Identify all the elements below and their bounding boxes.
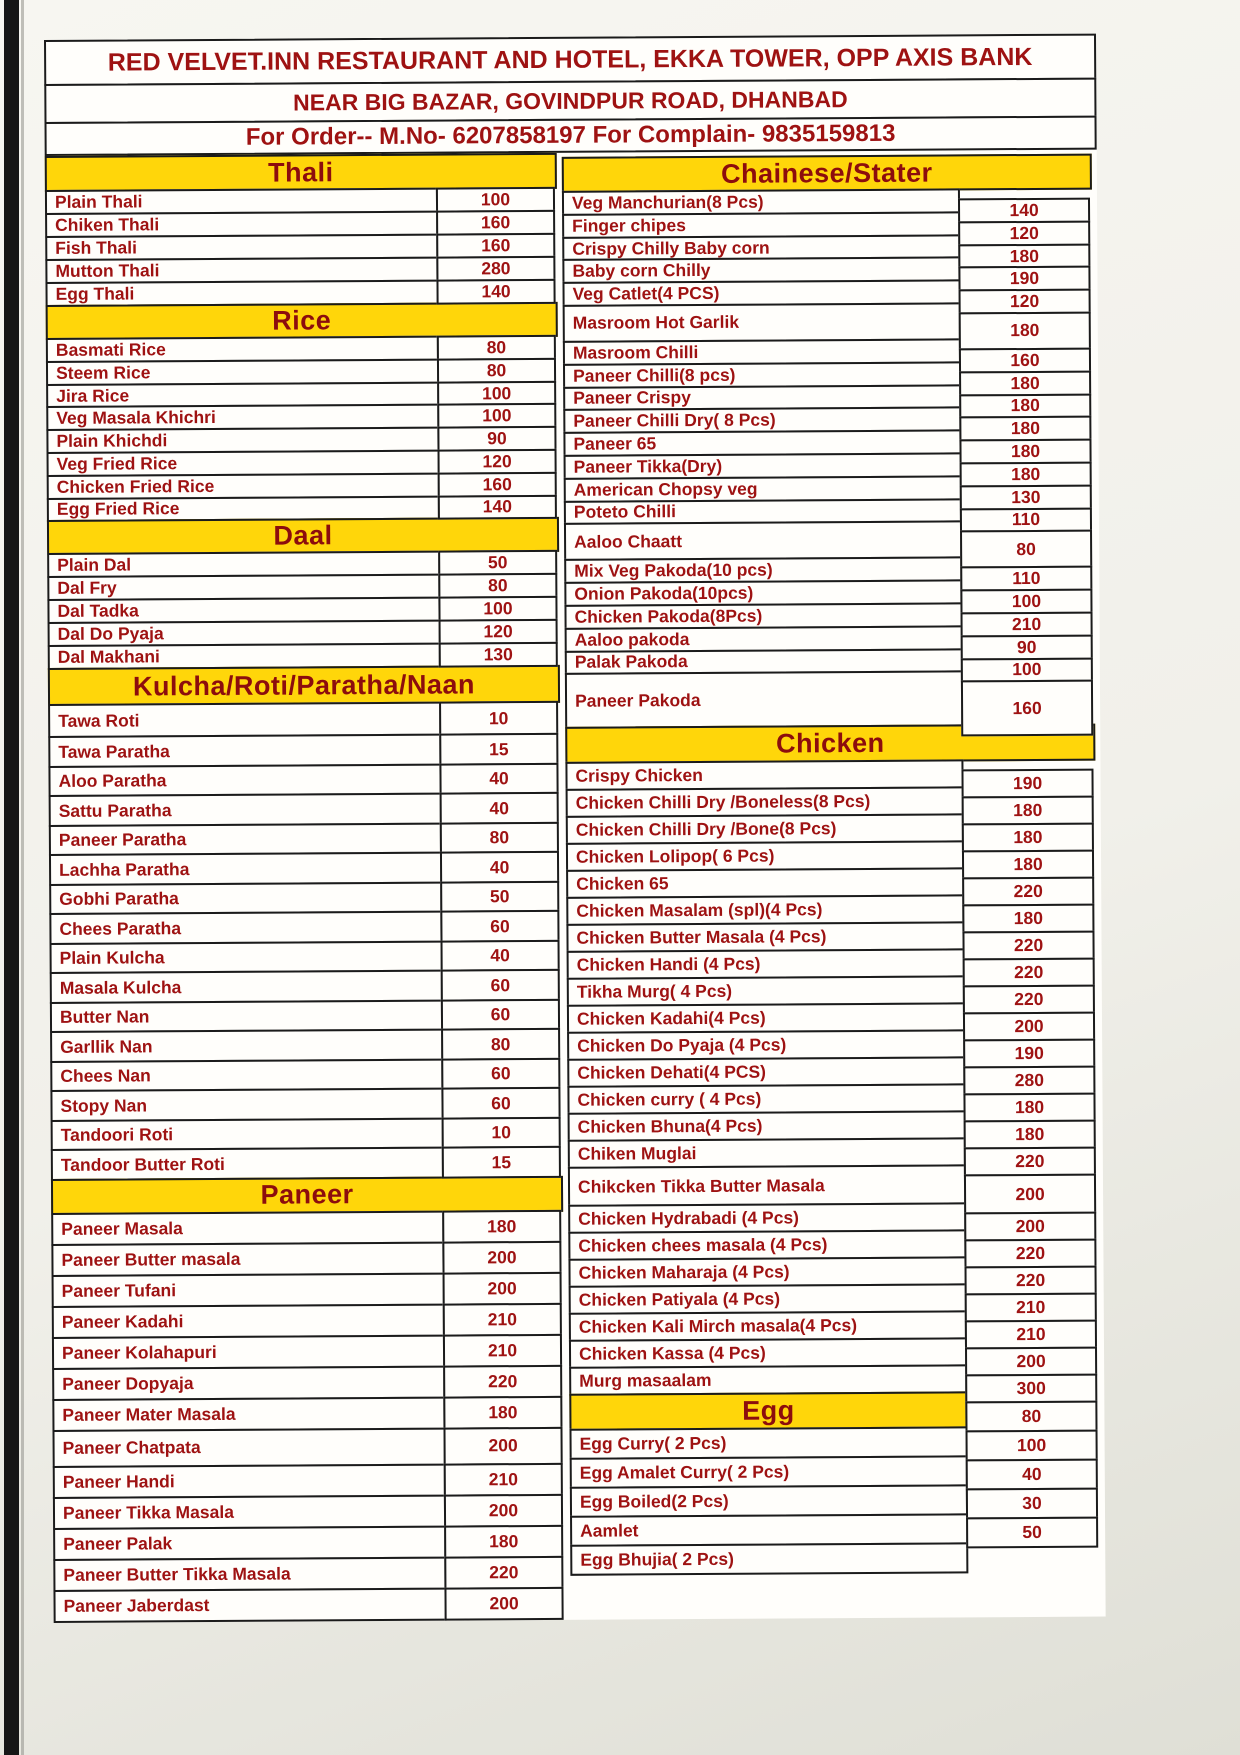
menu-item-name: Chicken Kali Mirch masala(4 Pcs): [569, 1311, 967, 1342]
menu-item-name: Chicken 65: [566, 868, 964, 899]
menu-item-price: 90: [437, 426, 556, 452]
menu-item-price: 220: [962, 877, 1094, 907]
menu-item-price: 10: [442, 1117, 561, 1149]
menu-item-name: Chicken Masalam (spl)(4 Pcs): [566, 895, 964, 926]
menu-item-price: 220: [964, 1239, 1096, 1269]
menu-item-price: 160: [436, 210, 555, 236]
menu-item-name: Paneer Paratha: [49, 822, 442, 856]
menu-table: [45, 152, 1106, 1623]
menu-item-price: 200: [444, 1587, 563, 1621]
menu-item-price: 100: [436, 187, 555, 213]
menu-item-price: 60: [441, 999, 560, 1031]
menu-item-name: Tawa Paratha: [48, 734, 441, 768]
menu-item-price: 100: [437, 380, 556, 406]
menu-item-name: Tawa Roti: [48, 702, 441, 738]
menu-item-price: 50: [966, 1517, 1098, 1549]
menu-item-name: Paneer Masala: [51, 1210, 444, 1245]
menu-item-name: Masroom Hot Garlik: [563, 302, 961, 342]
menu-item-name: Tikha Murg( 4 Pcs): [567, 976, 965, 1007]
menu-item-name: Aloo Paratha: [48, 763, 441, 797]
menu-item-price: 180: [963, 1093, 1095, 1123]
menu-item-price: 90: [961, 634, 1093, 660]
menu-item-name: Garllik Nan: [50, 1029, 443, 1063]
menu-item-price: 280: [963, 1066, 1095, 1096]
menu-item-price: 220: [443, 1365, 562, 1399]
menu-item-price: 80: [437, 358, 556, 384]
menu-item-name: Finger chipes: [562, 211, 960, 238]
menu-item-name: Chicken Hydrabadi (4 Pcs): [568, 1203, 966, 1234]
menu-item-name: Chiken Muglai: [568, 1138, 966, 1169]
menu-item-name: Chees Nan: [50, 1058, 443, 1092]
menu-item-name: Chicken Fried Rice: [47, 472, 440, 499]
menu-item-name: Plain Kulcha: [50, 940, 443, 974]
menu-item-name: Egg Bhujia( 2 Pcs): [570, 1543, 968, 1576]
menu-item-name: Mutton Thali: [45, 257, 438, 284]
menu-item-name: Chicken Dehati(4 PCS): [567, 1057, 965, 1088]
menu-item-price: 40: [441, 940, 560, 972]
menu-item-name: Veg Manchurian(8 Pcs): [562, 188, 960, 215]
address-line: NEAR BIG BAZAR, GOVINDPUR ROAD, DHANBAD: [44, 78, 1096, 124]
menu-item-name: Aaloo pakoda: [565, 625, 963, 652]
menu-item-price: 80: [965, 1401, 1097, 1433]
menu-item-name: Veg Catlet(4 PCS): [562, 280, 960, 307]
menu-item-price: 180: [959, 312, 1091, 351]
menu-item-name: Basmati Rice: [46, 336, 439, 363]
section-header: Rice: [46, 302, 558, 340]
menu-item-name: Tandoor Butter Roti: [51, 1147, 444, 1181]
menu-item-price: 300: [965, 1374, 1097, 1404]
menu-item-price: 60: [440, 910, 559, 942]
menu-item-name: Steem Rice: [46, 358, 439, 385]
menu-item-price: 210: [965, 1320, 1097, 1350]
menu-item-name: Paneer Chilli Dry( 8 Pcs): [563, 407, 961, 434]
menu-item-price: 200: [444, 1494, 563, 1528]
menu-section-body: [47, 552, 560, 670]
item-name-column: [562, 190, 963, 729]
menu-item-name: Chicken Butter Masala (4 Pcs): [566, 922, 964, 953]
menu-item-name: Chiken Thali: [45, 211, 438, 238]
section-header: Paneer: [51, 1176, 563, 1215]
menu-item-price: 220: [962, 931, 1094, 961]
menu-item-price: 180: [960, 462, 1092, 488]
menu-item-name: Paneer Crispy: [563, 384, 961, 411]
menu-item-name: Paneer Pakoda: [565, 671, 963, 729]
menu-column-left: [45, 155, 566, 1623]
menu-item-name: Veg Masala Khichri: [46, 404, 439, 431]
item-price-column: [958, 200, 1093, 737]
menu-item-name: Chicken Lolipop( 6 Pcs): [566, 841, 964, 872]
menu-item-price: 80: [441, 1028, 560, 1060]
menu-item-price: 210: [961, 612, 1093, 638]
menu-item-name: Paneer Butter Tikka Masala: [53, 1556, 446, 1591]
menu-item-price: 60: [441, 969, 560, 1001]
item-name-column: [47, 553, 441, 670]
menu-item-price: 210: [965, 1293, 1097, 1323]
title-box: [44, 34, 1097, 156]
menu-item-name: Paneer 65: [563, 430, 961, 457]
menu-item-name: Dal Makhani: [48, 643, 441, 670]
menu-item-name: Stopy Nan: [50, 1088, 443, 1122]
menu-item-name: Murg masaalam: [569, 1365, 967, 1396]
menu-item-price: 200: [964, 1174, 1096, 1215]
menu-item-price: 190: [963, 1039, 1095, 1069]
section-header: Thali: [45, 153, 557, 192]
menu-item-name: Plain Khichdi: [46, 427, 439, 454]
menu-item-price: 120: [958, 220, 1090, 246]
menu-item-price: 130: [960, 484, 1092, 510]
scan-edge-shadow: [21, 0, 24, 1755]
menu-item-price: 180: [959, 439, 1091, 465]
menu-item-price: 180: [442, 1210, 561, 1244]
menu-item-price: 40: [440, 851, 559, 883]
menu-item-name: Chicken Kassa (4 Pcs): [569, 1338, 967, 1369]
item-price-column: [436, 189, 556, 305]
menu-item-price: 210: [444, 1463, 563, 1497]
menu-item-price: 210: [443, 1303, 562, 1337]
menu-item-name: Chicken Do Pyaja (4 Pcs): [567, 1030, 965, 1061]
menu-item-price: 190: [961, 769, 1093, 799]
menu-item-name: Egg Thali: [45, 280, 438, 307]
menu-item-name: Chicken chees masala (4 Pcs): [568, 1230, 966, 1261]
menu-item-price: 100: [438, 596, 557, 622]
menu-item-price: 10: [439, 701, 558, 736]
menu-item-name: Chicken Maharaja (4 Pcs): [568, 1257, 966, 1288]
menu-item-price: 40: [439, 763, 558, 795]
menu-item-price: 190: [958, 266, 1090, 292]
menu-item-name: Chicken Patiyala (4 Pcs): [569, 1284, 967, 1315]
menu-item-price: 220: [444, 1556, 563, 1590]
menu-item-name: Dal Do Pyaja: [48, 620, 441, 647]
menu-column-right: [562, 156, 1101, 1577]
menu-item-name: Veg Fried Rice: [47, 450, 440, 477]
menu-item-price: 180: [964, 1120, 1096, 1150]
menu-item-name: Paneer Handi: [53, 1463, 446, 1498]
menu-item-price: 200: [443, 1427, 562, 1466]
menu-item-price: 160: [436, 233, 555, 259]
menu-section-body: [565, 761, 1100, 1576]
restaurant-name: RED VELVET.INN RESTAURANT AND HOTEL, EKKA TOWER, OPP AXIS BANK: [44, 34, 1096, 86]
menu-item-price: 80: [437, 335, 556, 361]
menu-item-name: Egg Amalet Curry( 2 Pcs): [570, 1456, 968, 1489]
menu-item-price: 30: [966, 1488, 1098, 1520]
menu-item-name: Aaloo Chaatt: [564, 521, 962, 561]
menu-item-price: 100: [960, 589, 1092, 615]
menu-item-name: Chikcken Tikka Butter Masala: [568, 1165, 966, 1207]
menu-item-price: 80: [440, 822, 559, 854]
menu-item-price: 180: [962, 850, 1094, 880]
menu-item-name: Chees Paratha: [49, 911, 442, 945]
menu-item-price: 110: [960, 507, 1092, 533]
menu-item-price: 200: [963, 1012, 1095, 1042]
menu-item-name: Fish Thali: [45, 234, 438, 261]
menu-item-name: Chicken Chilli Dry /Bone(8 Pcs): [566, 814, 964, 845]
menu-sheet: [44, 34, 1106, 1623]
menu-item-name: Chicken Chilli Dry /Boneless(8 Pcs): [566, 787, 964, 818]
menu-item-name: Aamlet: [570, 1514, 968, 1547]
menu-item-price: 180: [962, 904, 1094, 934]
menu-item-name: Egg Boiled(2 Pcs): [570, 1485, 968, 1518]
menu-item-price: 120: [439, 619, 558, 645]
menu-item-price: 100: [961, 657, 1093, 683]
menu-item-name: Mix Veg Pakoda(10 pcs): [564, 557, 962, 584]
menu-item-name: Crispy Chicken: [565, 760, 963, 791]
menu-item-price: 280: [436, 256, 555, 282]
contact-line: For Order-- M.No- 6207858197 For Complain- 9835159813: [45, 116, 1097, 156]
menu-item-name: Masala Kulcha: [50, 970, 443, 1004]
menu-item-price: 140: [436, 279, 555, 305]
menu-section-body: [51, 1212, 565, 1623]
menu-item-price: 220: [963, 958, 1095, 988]
menu-item-name: Paneer Mater Masala: [52, 1396, 445, 1431]
menu-item-price: 140: [438, 494, 557, 520]
menu-section-body: [48, 703, 563, 1181]
menu-item-name: Egg Curry( 2 Pcs): [569, 1427, 967, 1460]
menu-item-price: 40: [440, 792, 559, 824]
menu-item-price: 50: [438, 550, 557, 576]
menu-item-price: 180: [962, 823, 1094, 853]
menu-item-name: Dal Tadka: [47, 597, 440, 624]
item-price-column: [437, 337, 557, 520]
menu-item-name: Paneer Dopyaja: [52, 1365, 445, 1400]
menu-item-name: Chicken Pakoda(8Pcs): [564, 602, 962, 629]
menu-item-name: Paneer Jaberdast: [53, 1587, 446, 1622]
section-header: Kulcha/Roti/Paratha/Naan: [48, 665, 560, 706]
menu-item-price: 100: [437, 403, 556, 429]
scan-edge-strip: [4, 0, 19, 1755]
menu-item-price: 110: [960, 566, 1092, 592]
menu-item-price: 200: [443, 1272, 562, 1306]
menu-item-price: 180: [959, 416, 1091, 442]
menu-item-name: Poteto Chilli: [564, 498, 962, 525]
menu-item-price: 60: [441, 1087, 560, 1119]
menu-item-name: Plain Thali: [45, 188, 438, 215]
menu-item-price: 40: [966, 1459, 1098, 1491]
menu-item-price: 180: [444, 1525, 563, 1559]
menu-item-name: Sattu Paratha: [49, 793, 442, 827]
menu-item-price: 160: [961, 680, 1093, 737]
menu-item-name: Chicken Kadahi(4 Pcs): [567, 1003, 965, 1034]
menu-item-price: 120: [438, 449, 557, 475]
menu-item-price: 180: [959, 393, 1091, 419]
menu-item-name: Chicken curry ( 4 Pcs): [567, 1084, 965, 1115]
section-header: Chicken: [565, 724, 1095, 764]
menu-item-price: 180: [962, 796, 1094, 826]
menu-item-name: Paneer Palak: [53, 1525, 446, 1560]
menu-item-price: 210: [443, 1334, 562, 1368]
item-name-column: [565, 762, 968, 1576]
menu-item-name: Paneer Tikka(Dry): [564, 452, 962, 479]
menu-item-price: 200: [442, 1241, 561, 1275]
menu-item-price: 220: [964, 1147, 1096, 1177]
menu-item-name: Crispy Chilly Baby corn: [562, 234, 960, 261]
section-header: Chainese/Stater: [562, 154, 1092, 193]
item-price-column: [961, 771, 1098, 1549]
menu-item-name: Paneer Chatpata: [52, 1427, 445, 1467]
menu-item-name: Egg Fried Rice: [47, 495, 440, 522]
section-header: Egg: [569, 1392, 967, 1431]
menu-item-name: Masroom Chilli: [563, 338, 961, 365]
item-name-column: [51, 1212, 446, 1622]
menu-item-price: 220: [963, 985, 1095, 1015]
menu-item-price: 200: [964, 1212, 1096, 1242]
menu-item-price: 160: [959, 348, 1091, 374]
menu-item-price: 100: [966, 1430, 1098, 1462]
menu-item-name: Jira Rice: [46, 381, 439, 408]
section-header: Daal: [47, 517, 559, 555]
menu-item-price: 80: [960, 530, 1092, 569]
menu-item-price: 180: [958, 243, 1090, 269]
menu-item-name: Onion Pakoda(10pcs): [564, 580, 962, 607]
menu-item-name: Paneer Chilli(8 pcs): [563, 361, 961, 388]
menu-item-price: 80: [438, 573, 557, 599]
menu-item-price: 220: [965, 1266, 1097, 1296]
menu-item-price: 160: [438, 472, 557, 498]
menu-item-name: Lachha Paratha: [49, 852, 442, 886]
menu-item-price: 180: [443, 1396, 562, 1430]
menu-item-price: 50: [440, 881, 559, 913]
menu-item-name: Baby corn Chilly: [562, 257, 960, 284]
menu-item-name: Dal Fry: [47, 574, 440, 601]
menu-item-name: Gobhi Paratha: [49, 881, 442, 915]
menu-item-price: 200: [965, 1347, 1097, 1377]
menu-item-price: 15: [442, 1146, 561, 1178]
menu-section-body: [562, 190, 1095, 730]
menu-item-name: Paneer Kadahi: [52, 1303, 445, 1338]
menu-item-price: 60: [441, 1058, 560, 1090]
menu-item-name: Butter Nan: [50, 999, 443, 1033]
menu-item-name: Paneer Tufani: [52, 1272, 445, 1307]
item-name-column: [48, 704, 444, 1181]
item-price-column: [439, 703, 561, 1178]
menu-item-name: Tandoori Roti: [51, 1117, 444, 1151]
menu-item-name: Paneer Butter masala: [51, 1241, 444, 1276]
menu-item-price: 15: [439, 733, 558, 765]
menu-section-body: [45, 189, 558, 307]
menu-item-name: Chicken Bhuna(4 Pcs): [568, 1111, 966, 1142]
menu-item-name: Plain Dal: [47, 551, 440, 578]
item-price-column: [442, 1212, 563, 1621]
menu-item-price: 120: [959, 289, 1091, 315]
menu-item-name: American Chopsy veg: [564, 475, 962, 502]
menu-item-name: Chicken Handi (4 Pcs): [567, 949, 965, 980]
item-name-column: [46, 338, 440, 523]
menu-item-price: 180: [959, 370, 1091, 396]
menu-item-name: Paneer Kolahapuri: [52, 1334, 445, 1369]
menu-item-name: Paneer Tikka Masala: [53, 1494, 446, 1529]
menu-item-price: 130: [439, 642, 558, 668]
menu-section-body: [46, 337, 559, 522]
menu-item-price: 140: [958, 198, 1090, 224]
item-name-column: [45, 190, 439, 307]
item-price-column: [438, 552, 558, 668]
menu-item-name: Palak Pakoda: [565, 648, 963, 675]
